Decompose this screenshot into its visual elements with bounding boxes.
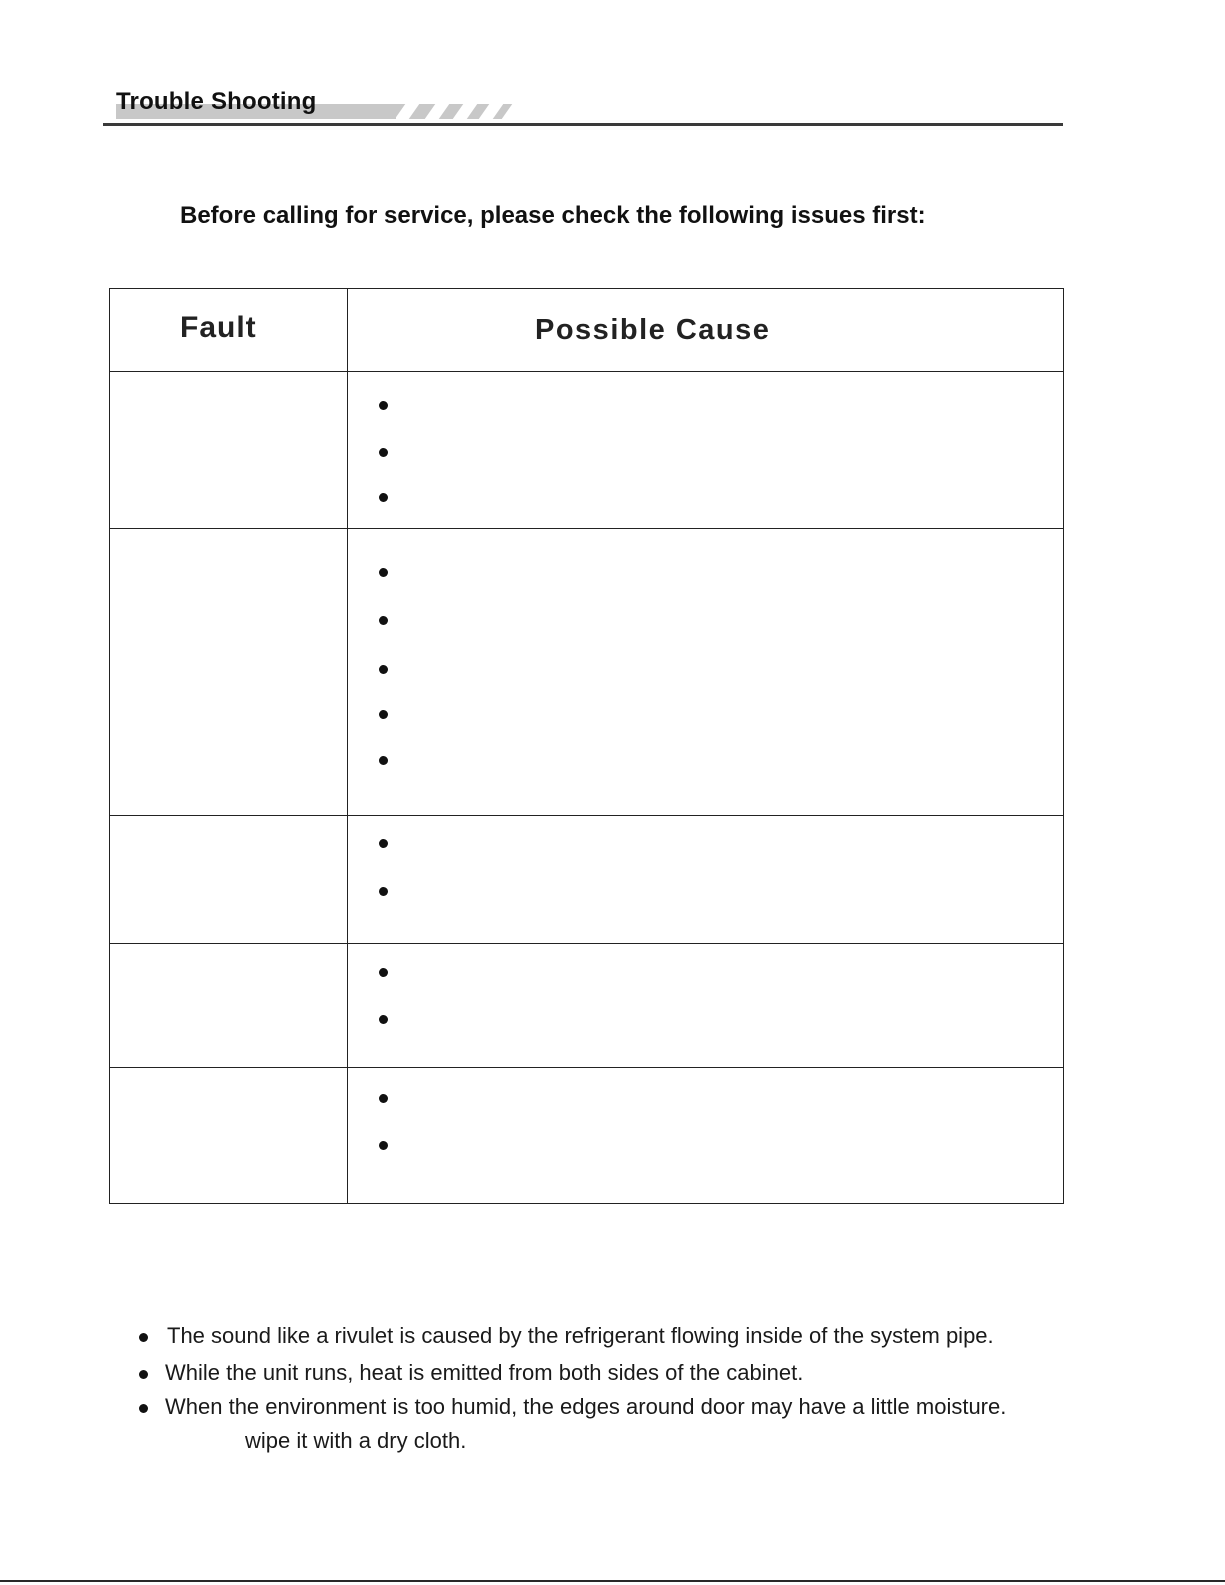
cause-cell bbox=[348, 1068, 1063, 1203]
table-row bbox=[110, 943, 1063, 1067]
bullet-icon bbox=[379, 887, 388, 896]
bullet-icon bbox=[379, 1015, 388, 1024]
header-band-tail bbox=[355, 104, 406, 119]
fault-cell bbox=[110, 529, 348, 815]
header-rule bbox=[103, 123, 1063, 126]
fault-cell bbox=[110, 944, 348, 1067]
header-stripe bbox=[467, 104, 490, 119]
fault-cell bbox=[110, 372, 348, 528]
cause-cell bbox=[348, 944, 1063, 1067]
bullet-icon bbox=[379, 710, 388, 719]
bullet-icon bbox=[379, 756, 388, 765]
header-stripe bbox=[439, 104, 464, 119]
cause-header-cell bbox=[348, 289, 1063, 371]
note-item: While the unit runs, heat is emitted from both sides of the cabinet. bbox=[165, 1360, 804, 1385]
fault-header: Fault bbox=[180, 311, 257, 344]
footer-rule bbox=[0, 1580, 1225, 1582]
cause-header: Possible Cause bbox=[535, 314, 771, 346]
note-item: When the environment is too humid, the edges around door may have a little moisture. bbox=[165, 1394, 1007, 1419]
table-row bbox=[110, 371, 1063, 528]
bullet-icon bbox=[379, 968, 388, 977]
bullet-icon bbox=[379, 401, 388, 410]
note-bullet-icon bbox=[139, 1370, 148, 1379]
note-item: The sound like a rivulet is caused by the refrigerant flowing inside of the system pipe. bbox=[167, 1323, 994, 1348]
table-row bbox=[110, 528, 1063, 815]
header-stripe bbox=[409, 104, 436, 119]
bullet-icon bbox=[379, 1094, 388, 1103]
intro-text: Before calling for service, please check the following issues first: bbox=[180, 202, 926, 229]
bullet-icon bbox=[379, 493, 388, 502]
table-row bbox=[110, 815, 1063, 943]
table-header-row bbox=[110, 289, 1063, 371]
troubleshooting-table bbox=[109, 288, 1064, 1204]
table-row bbox=[110, 1067, 1063, 1203]
bullet-icon bbox=[379, 448, 388, 457]
note-bullet-icon bbox=[139, 1333, 148, 1342]
page-title: Trouble Shooting bbox=[116, 88, 317, 115]
bullet-icon bbox=[379, 1141, 388, 1150]
bullet-icon bbox=[379, 665, 388, 674]
fault-header-cell bbox=[110, 289, 348, 371]
fault-cell bbox=[110, 816, 348, 943]
bullet-icon bbox=[379, 839, 388, 848]
note-bullet-icon bbox=[139, 1404, 148, 1413]
bullet-icon bbox=[379, 568, 388, 577]
cause-cell bbox=[348, 372, 1063, 528]
cause-cell bbox=[348, 529, 1063, 815]
note-continuation: wipe it with a dry cloth. bbox=[245, 1428, 467, 1453]
fault-cell bbox=[110, 1068, 348, 1203]
cause-cell bbox=[348, 816, 1063, 943]
header-stripe bbox=[493, 104, 513, 119]
bullet-icon bbox=[379, 616, 388, 625]
